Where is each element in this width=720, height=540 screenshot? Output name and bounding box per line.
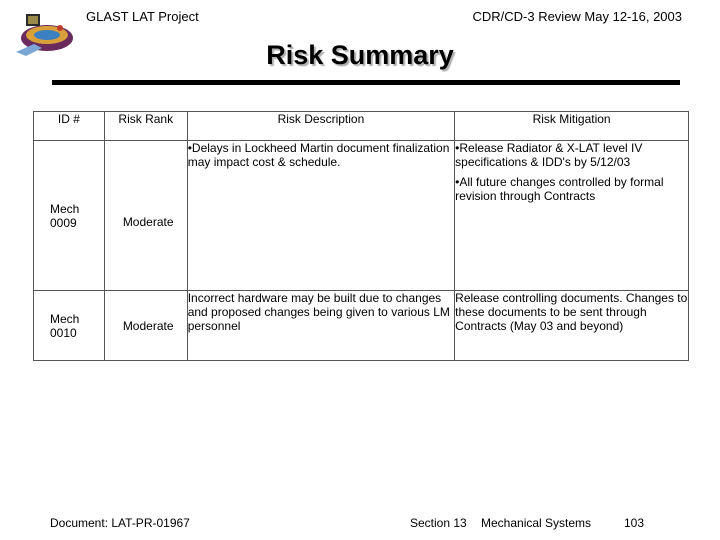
risk-description-cell [187, 141, 454, 291]
risk-table [33, 111, 689, 361]
risk-mitigation-cell [455, 141, 689, 291]
risk-mitigation-cell [455, 291, 689, 361]
risk-rank-cell: Moderate [104, 141, 187, 291]
review-label: CDR/CD-3 Review May 12-16, 2003 [472, 9, 682, 24]
column-header-id: ID # [34, 112, 105, 141]
risk-id-cell: Mech 0010 [34, 291, 105, 361]
column-header-mitigation: Risk Mitigation [455, 112, 689, 141]
table-row [34, 141, 689, 291]
table-row [34, 291, 689, 361]
description-text: •Delays in Lockheed Martin document finalization may impact cost & schedule. [187, 141, 450, 169]
footer-system: Mechanical Systems [481, 516, 592, 530]
mitigation-text: Release controlling documents. Changes to these documents to be sent through Contracts (May 03 and beyond) [455, 291, 688, 333]
page-title: Risk Summary [266, 40, 454, 70]
risk-description-cell [187, 291, 454, 361]
column-header-description: Risk Description [187, 112, 454, 141]
footer-page-number: 103 [624, 516, 645, 530]
table-header-row [34, 112, 689, 141]
footer-document-id: Document: LAT-PR-01967 [50, 516, 190, 530]
column-header-rank: Risk Rank [104, 112, 187, 141]
risk-rank-cell: Moderate [104, 291, 187, 361]
risk-id-cell: Mech 0009 [34, 141, 105, 291]
project-name: GLAST LAT Project [86, 9, 199, 24]
mitigation-text: •All future changes controlled by formal revision through Contracts [455, 175, 664, 203]
title-rule [52, 80, 680, 85]
mitigation-text: •Release Radiator & X-LAT level IV specifications & IDD's by 5/12/03 [455, 141, 643, 169]
footer-section: Section 13 [410, 516, 467, 530]
description-text: Incorrect hardware may be built due to changes and proposed changes being given to various LM personnel [187, 291, 450, 333]
